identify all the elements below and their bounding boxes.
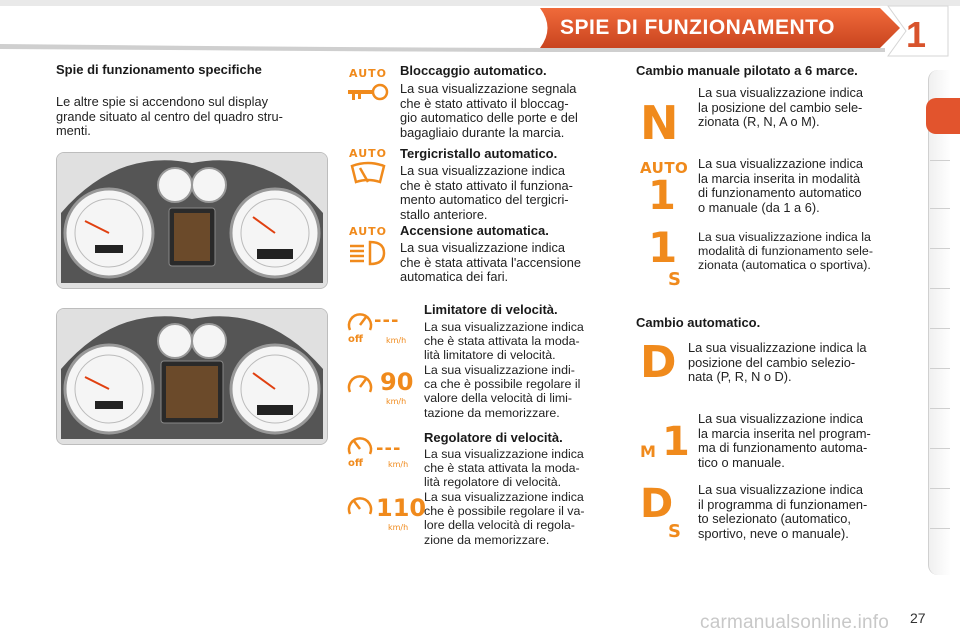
text-line: La sua visualizzazione indica xyxy=(698,85,864,100)
watermark: carmanualsonline.info xyxy=(700,612,890,633)
gear-m1-icon xyxy=(640,420,690,468)
off-label: off xyxy=(348,458,363,469)
regolatore-text-2 xyxy=(424,490,616,547)
text-line: che è stata attivata la moda- xyxy=(424,461,580,476)
text-line: stallo anteriore. xyxy=(400,206,488,222)
text-line: ca che è possibile regolare il xyxy=(424,377,581,392)
auto-label: AUTO xyxy=(349,225,387,238)
cruise-control-off-icon xyxy=(346,432,414,472)
intro-paragraph xyxy=(56,95,326,139)
text-line: grande situato al centro del quadro stru- xyxy=(56,108,283,124)
tab-chapter-1[interactable] xyxy=(926,98,960,134)
text-line: to selezionato (automatico, xyxy=(698,511,851,527)
text-line: La sua visualizzazione indica xyxy=(698,411,864,426)
gear-n-icon: N xyxy=(640,96,679,150)
speed-value: 110 xyxy=(376,494,427,522)
speedometer-icon xyxy=(346,308,374,336)
unit-label: km/h xyxy=(386,397,407,406)
tab-divider xyxy=(930,160,950,161)
text-line: La sua visualizzazione indica la xyxy=(688,340,867,355)
tab-divider xyxy=(930,248,950,249)
text-line: zionata (automatica o sportiva). xyxy=(698,258,871,273)
speed-value: 90 xyxy=(380,368,414,396)
gear-digit: 1 xyxy=(648,173,676,219)
tergicristallo-text xyxy=(400,164,615,222)
gear-auto-1-text xyxy=(698,157,904,215)
unit-label: km/h xyxy=(388,460,409,469)
headlight-icon xyxy=(346,238,390,268)
tab-divider xyxy=(930,488,950,489)
text-line: lità regolatore di velocità. xyxy=(424,475,562,490)
gear-ds-icon xyxy=(640,482,692,544)
text-line: ma di funzionamento automa- xyxy=(698,440,868,456)
text-line: che è possibile regolare il va- xyxy=(424,504,585,519)
text-line: lità limitatore di velocità. xyxy=(424,348,556,363)
text-line: La sua visualizzazione indica xyxy=(698,482,864,497)
text-line: il programma di funzionamen- xyxy=(698,496,868,512)
tergicristallo-heading: Tergicristallo automatico. xyxy=(400,146,558,161)
text-line: menti. xyxy=(56,123,91,139)
text-line: La sua visualizzazione indica xyxy=(424,447,584,461)
text-line: zione da memorizzare. xyxy=(424,532,550,547)
regolatore-text-1 xyxy=(424,447,616,490)
text-line: posizione del cambio selezio- xyxy=(688,354,856,370)
gear-ds-text xyxy=(698,483,904,541)
text-line: la posizione del cambio sele- xyxy=(698,99,863,115)
accensione-heading: Accensione automatica. xyxy=(400,223,549,238)
gear-d-text xyxy=(688,341,904,385)
text-line: La sua visualizzazione indica xyxy=(400,240,566,255)
gear-auto-1-icon xyxy=(640,159,689,219)
tab-divider xyxy=(930,328,950,329)
text-line: tico o manuale. xyxy=(698,454,785,470)
text-line: La sua visualizzazione indica la xyxy=(698,230,871,244)
speedometer-icon xyxy=(346,432,374,460)
speed-value: --- xyxy=(374,310,400,331)
tab-divider xyxy=(930,288,950,289)
chapter-number: 1 xyxy=(905,14,927,55)
text-line: automatica dei fari. xyxy=(400,269,509,285)
speedometer-icon xyxy=(346,492,374,520)
auto-label: AUTO xyxy=(640,159,689,177)
instrument-cluster-image xyxy=(56,152,328,289)
tab-divider xyxy=(930,208,950,209)
wiper-icon xyxy=(346,160,390,190)
text-line: bagagliaio durante la marcia. xyxy=(400,124,565,140)
gear-digit: 1 xyxy=(662,419,690,465)
limitatore-text-2 xyxy=(424,363,616,420)
page-number: 27 xyxy=(910,610,926,626)
gear-d-icon: D xyxy=(640,337,677,388)
sport-label: S xyxy=(668,269,681,290)
tab-divider xyxy=(930,368,950,369)
text-line: o manuale (da 1 a 6). xyxy=(698,199,820,215)
off-label: off xyxy=(348,334,363,345)
bloccaggio-text xyxy=(400,82,615,140)
text-line: La sua visualizzazione indica xyxy=(400,163,566,178)
gear-m1-text xyxy=(698,412,904,470)
text-line: La sua visualizzazione indica xyxy=(424,320,584,334)
text-line: che è stata attivata la moda- xyxy=(424,334,580,349)
text-line: modalità di funzionamento sele- xyxy=(698,244,873,259)
instrument-cluster-drawing xyxy=(57,309,327,444)
instrument-cluster-image xyxy=(56,308,328,445)
speed-limiter-off-icon xyxy=(346,308,414,348)
gear-sport-1-text xyxy=(698,230,904,273)
text-line: di funzionamento automatico xyxy=(698,185,862,201)
text-line: che è stato attivato il funziona- xyxy=(400,177,573,193)
auto-wiper-icon xyxy=(346,148,390,192)
text-line: La sua visualizzazione indica xyxy=(698,156,864,171)
text-line: zionata (R, N, A o M). xyxy=(698,114,820,130)
gear-n-text xyxy=(698,86,904,130)
gear-sport-1-icon xyxy=(642,223,690,292)
speedometer-icon xyxy=(346,370,374,398)
text-line: La sua visualizzazione indi- xyxy=(424,363,575,377)
text-line: gio automatico delle porte e del xyxy=(400,110,578,126)
text-line: sportivo, neve o manuale). xyxy=(698,525,849,541)
instrument-cluster-drawing xyxy=(57,153,327,288)
gear-digit: 1 xyxy=(648,223,678,272)
text-line: la marcia inserita in modalità xyxy=(698,170,861,186)
chapter-tabs xyxy=(928,70,951,575)
limitatore-heading: Limitatore di velocità. xyxy=(424,302,558,317)
tab-divider xyxy=(930,408,950,409)
unit-label: km/h xyxy=(386,336,407,345)
auto-lock-icon xyxy=(346,68,390,108)
accensione-text xyxy=(400,241,615,285)
gear-letter: D xyxy=(640,481,674,527)
section-heading: Spie di funzionamento specifiche xyxy=(56,62,262,77)
bloccaggio-heading: Bloccaggio automatico. xyxy=(400,63,547,78)
text-line: La sua visualizzazione indica xyxy=(424,490,584,504)
tab-divider xyxy=(930,448,950,449)
manuale-heading: Cambio manuale pilotato a 6 marce. xyxy=(636,63,858,78)
limitatore-text-1 xyxy=(424,320,616,363)
text-line: che è stato attivato il bloccag- xyxy=(400,95,569,111)
cruise-control-set-icon xyxy=(346,492,427,536)
text-line: mento automatico del tergicri- xyxy=(400,192,569,208)
text-line: valore della velocità di limi- xyxy=(424,391,573,406)
regolatore-heading: Regolatore di velocità. xyxy=(424,430,563,445)
text-line: Le altre spie si accendono sul display xyxy=(56,94,268,109)
manual-label: M xyxy=(640,442,656,461)
text-line: tazione da memorizzare. xyxy=(424,405,560,420)
text-line: che è stata attivata l'accensione xyxy=(400,254,581,270)
text-line: la marcia inserita nel program- xyxy=(698,425,871,441)
text-line: nata (P, R, N o D). xyxy=(688,369,792,385)
auto-label: AUTO xyxy=(349,67,387,80)
speed-value: --- xyxy=(376,438,402,459)
sport-label: S xyxy=(668,521,681,542)
auto-label: AUTO xyxy=(349,147,387,160)
auto-headlights-icon xyxy=(346,226,390,270)
text-line: lore della velocità di regola- xyxy=(424,518,575,533)
automatico-heading: Cambio automatico. xyxy=(636,315,761,330)
page-title: SPIE DI FUNZIONAMENTO xyxy=(560,16,835,39)
text-line: La sua visualizzazione segnala xyxy=(400,81,577,96)
tab-divider xyxy=(930,528,950,529)
key-icon xyxy=(346,80,390,104)
unit-label: km/h xyxy=(388,523,409,532)
speed-limiter-set-icon xyxy=(346,370,414,410)
